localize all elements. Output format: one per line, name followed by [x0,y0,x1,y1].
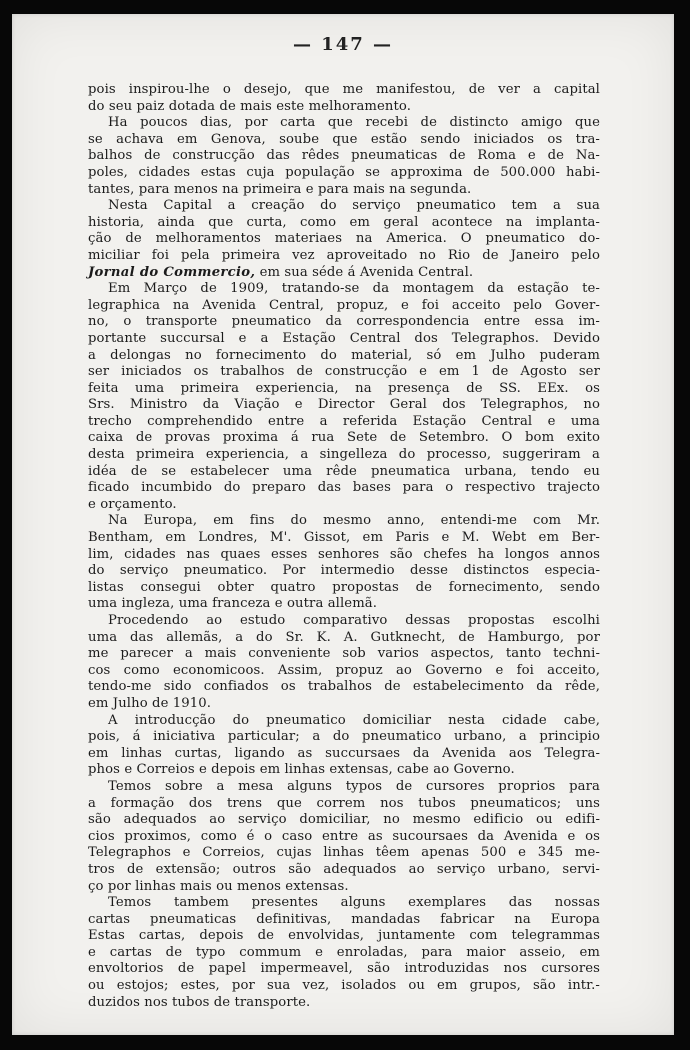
text-line: cios proximos, como é o caso entre as sucoursaes da Avenida e os [88,828,600,844]
text-line: portante succursal e a Estação Central dos Telegraphos. Devido [88,330,600,346]
paragraph [88,115,600,198]
text-line: tros de extensão; outros são adequados ao serviço urbano, servi- [88,861,600,877]
text-line: e cartas de typo commum e enroladas, para maior asseio, em [88,944,600,960]
text-line: duzidos nos tubos de transporte. [88,994,311,1010]
page-text [88,82,600,1011]
text-line: em linhas curtas, ligando as succursaes da Avenida aos Telegra- [88,745,600,761]
text-line: listas consegui obter quatro propostas de fornecimento, sendo [88,579,600,595]
paragraph [88,198,600,281]
italic-text: Jornal do Commercio, [88,264,256,280]
text-line: tantes, para menos na primeira e para mais na segunda. [88,181,472,197]
text-line: caixa de provas proxima á rua Sete de Setembro. O bom exito [88,430,600,446]
text-line: pois, á iniciativa particular; a do pneumatico urbano, a principio [88,729,600,745]
text-line: uma ingleza, uma franceza e outra allemã. [88,596,378,612]
text-line: Jornal do Commercio, em sua séde á Avenida Central. [88,264,474,280]
text-line: Bentham, em Londres, M'. Gissot, em Paris e M. Webt em Ber- [88,530,600,546]
paragraph [88,82,600,115]
text-line: cos como economicoos. Assim, propuz ao Governo e foi acceito, [88,662,600,678]
text-line: se achava em Genova, soube que estão sendo iniciados os tra- [88,131,600,147]
text-line: Na Europa, em fins do mesmo anno, entendi-me com Mr. [108,513,600,529]
text-line: idéa de se estabelecer uma rêde pneumatica urbana, tendo eu [88,463,600,479]
text-line: no, o transporte pneumatico da correspondencia entre essa im- [88,314,600,330]
text-line: ficado incumbido do preparo das bases para o respectivo trajecto [88,480,600,496]
text-line: ou estojos; estes, por sua vez, isolados ou em grupos, são intr.- [88,978,600,994]
text-line: trecho comprehendido entre a referida Estação Central e uma [88,413,600,429]
text-line: desta primeira experiencia, a singelleza do processo, suggeriram a [88,447,600,463]
text-line: a formação dos trens que correm nos tubos pneumaticos; uns [88,795,600,811]
text-line: Em Março de 1909, tratando-se da montagem da estação te- [108,281,600,297]
text-line: uma das allemãs, a do Sr. K. A. Gutknecht, de Hamburgo, por [88,629,600,645]
text-line: Estas cartas, depois de envolvidas, juntamente com telegrammas [88,928,600,944]
text-line: Telegraphos e Correios, cujas linhas têem apenas 500 e 345 me- [88,845,600,861]
text-line: A introducção do pneumatico domiciliar nesta cidade cabe, [108,712,600,728]
text-line: e orçamento. [88,496,177,512]
text-line: lim, cidades nas quaes esses senhores são chefes ha longos annos [88,546,600,562]
text-line: cartas pneumaticas definitivas, mandadas fabricar na Europa [88,911,600,927]
text-line: ção de melhoramentos materiaes na America. O pneumatico do- [88,231,600,247]
text-line: Procedendo ao estudo comparativo dessas propostas escolhi [108,613,600,628]
text-line: balhos de construcção das rêdes pneumaticas de Roma e de Na- [88,148,600,164]
scanned-page [12,14,674,1035]
paragraph [88,713,600,779]
text-line: legraphica na Avenida Central, propuz, e foi acceito pelo Gover- [88,297,600,313]
text-line: phos e Correios e depois em linhas extensas, cabe ao Governo. [88,762,515,778]
text-line: em Julho de 1910. [88,695,212,711]
text-line: feita uma primeira experiencia, na presença de SS. EEx. os [88,380,600,396]
text-line: Temos sobre a mesa alguns typos de cursores proprios para [108,778,600,794]
text-line: ço por linhas mais ou menos extensas. [88,878,349,894]
text-line: me parecer a mais conveniente sob varios aspectos, tanto techni- [88,646,600,662]
text-line: envoltorios de papel impermeavel, são introduzidas nos cursores [88,961,600,977]
text-line: Temos tambem presentes alguns exemplares das nossas [108,895,600,911]
paragraph [88,513,600,613]
text-line: Srs. Ministro da Viação e Director Geral dos Telegraphos, no [88,397,600,413]
paragraph [88,281,600,513]
text-line: Ha poucos dias, por carta que recebi de distincto amigo que [108,115,600,131]
text-line: poles, cidades estas cuja população se approxima de 500.000 habi- [88,164,600,180]
text-line: tendo-me sido confiados os trabalhos de estabelecimento da rêde, [88,679,600,695]
paragraph [88,613,600,713]
text-line: do seu paiz dotada de mais este melhoramento. [88,98,412,114]
text-line: ser iniciados os trabalhos de construcção e em 1 de Agosto ser [88,364,600,380]
paragraph [88,895,600,1011]
text-line: historia, ainda que curta, como em geral acontece na implanta- [88,214,600,230]
text-line: do serviço pneumatico. Por intermedio desse distinctos especia- [88,563,600,579]
text-line: a delongas no fornecimento do material, só em Julho puderam [88,347,600,363]
text-line: são adequados ao serviço domiciliar, no mesmo edificio ou edifi- [88,812,600,828]
page-number: — 147 — [292,34,394,55]
paragraph [88,779,600,895]
text-line: Nesta Capital a creação do serviço pneumatico tem a sua [108,198,600,214]
text-line: pois inspirou-lhe o desejo, que me manifestou, de ver a capital [88,82,600,97]
text-line: miciliar foi pela primeira vez aproveitado no Rio de Janeiro pelo [88,247,600,263]
